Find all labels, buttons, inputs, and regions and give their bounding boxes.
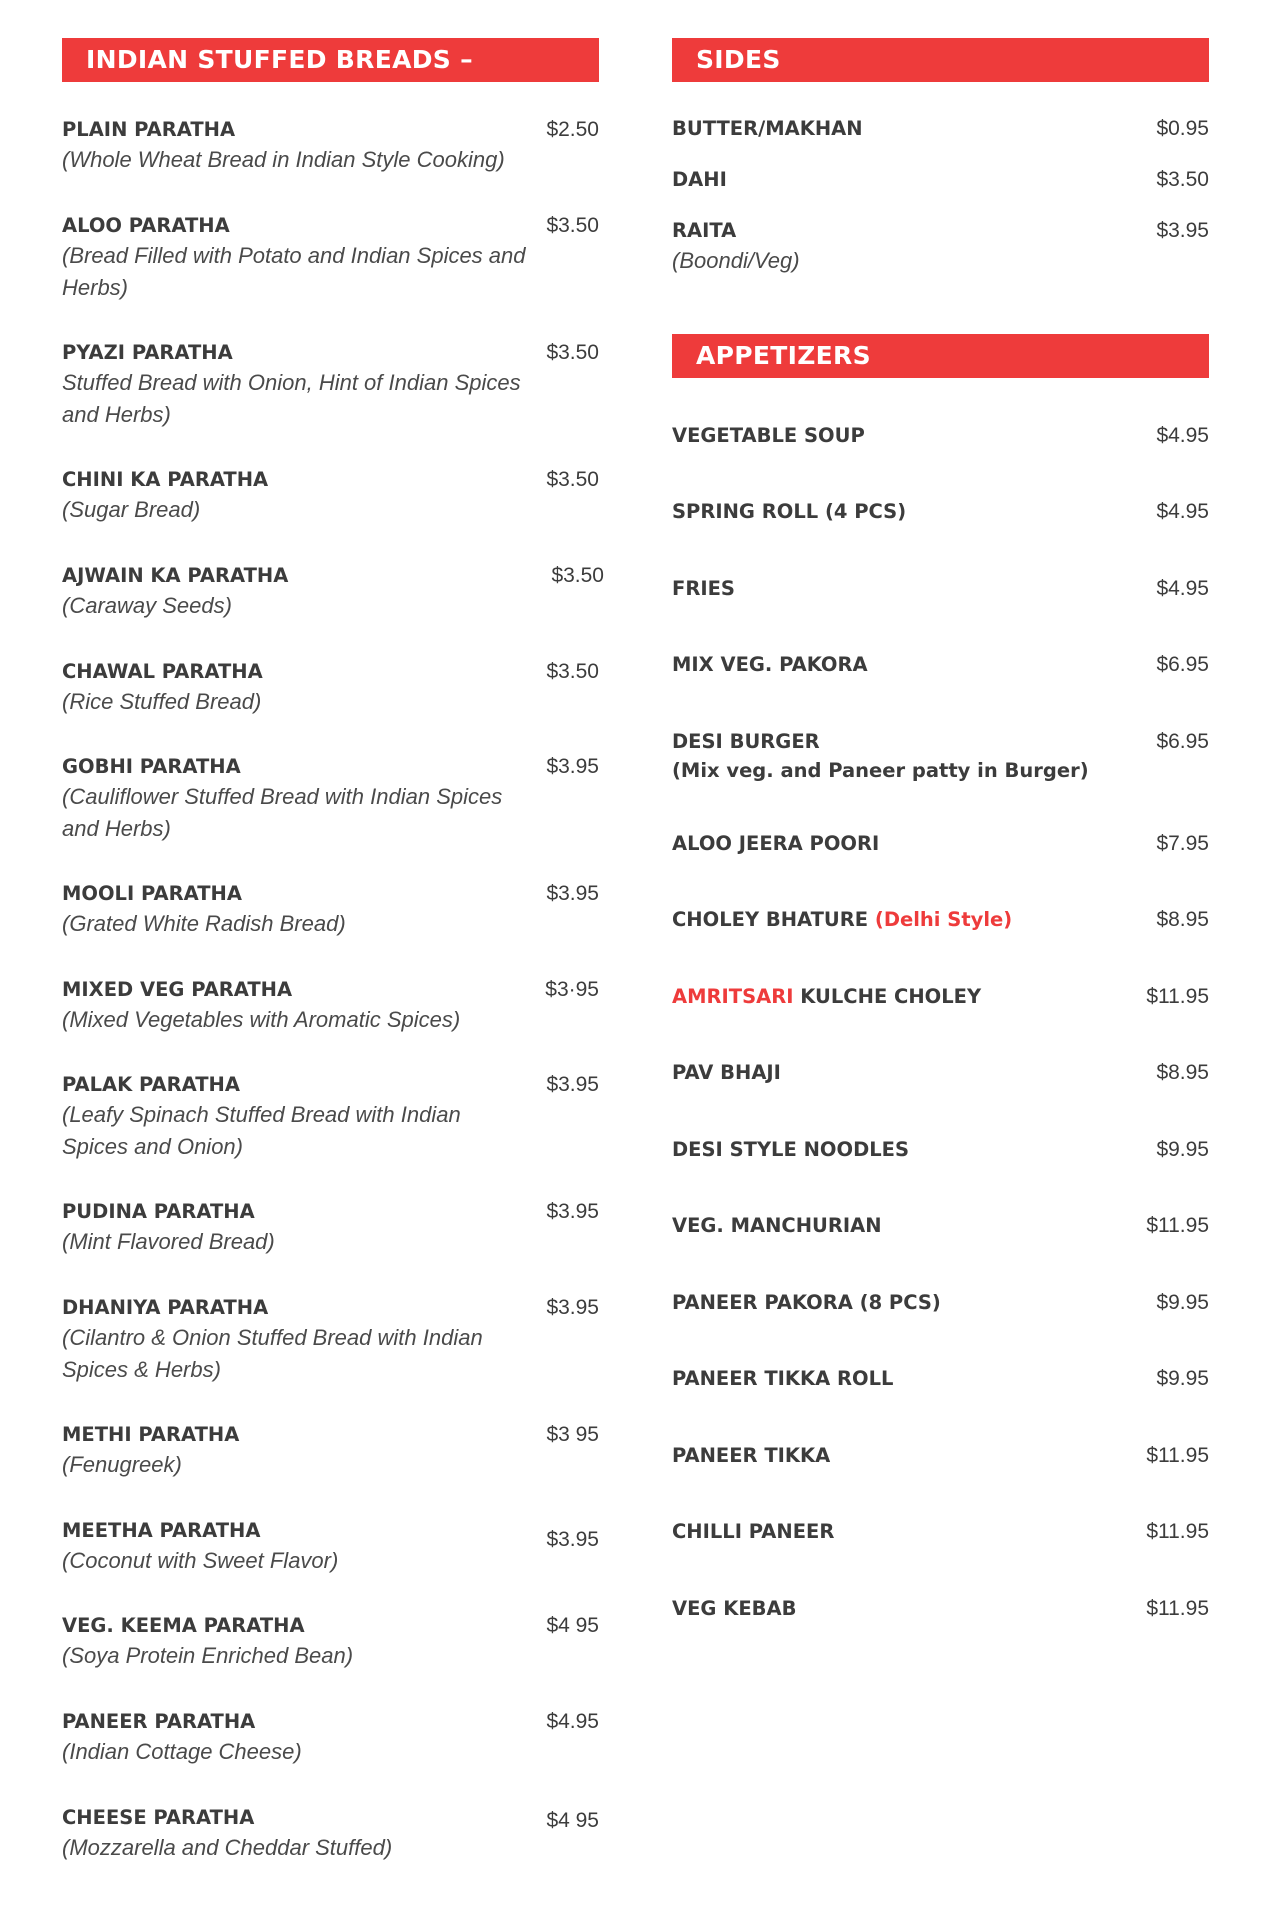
item-name: SPRING ROLL (4 PCS) xyxy=(672,500,907,523)
item-price: $3.50 xyxy=(551,564,604,587)
menu-item xyxy=(62,976,599,1036)
item-price: $4.95 xyxy=(546,1710,599,1733)
item-name: MEETHA PARATHA xyxy=(62,1519,261,1542)
menu-item xyxy=(672,575,1209,603)
item-price: $3.50 xyxy=(546,468,599,491)
item-name: CHAWAL PARATHA xyxy=(62,660,263,683)
item-name: VEG. MANCHURIAN xyxy=(672,1214,882,1237)
item-name: VEG. KEEMA PARATHA xyxy=(62,1614,305,1637)
item-price: $3·95 xyxy=(545,978,599,1001)
item-name: KULCHE CHOLEY xyxy=(800,985,982,1008)
item-price: $3.95 xyxy=(546,1296,599,1319)
item-name: PLAIN PARATHA xyxy=(62,118,236,141)
item-price: $4.95 xyxy=(1156,424,1209,447)
item-name: PYAZI PARATHA xyxy=(62,341,233,364)
menu-item xyxy=(62,1198,599,1258)
item-price: $11.95 xyxy=(1146,985,1209,1008)
item-name: PANEER PARATHA xyxy=(62,1710,256,1733)
sides-header: SIDES xyxy=(672,38,1209,82)
item-price: $11.95 xyxy=(1146,1444,1209,1467)
item-name: CHEESE PARATHA xyxy=(62,1806,255,1829)
item-name: PAV BHAJI xyxy=(672,1061,781,1084)
item-price: $11.95 xyxy=(1146,1597,1209,1620)
item-desc: (Sugar Bread) xyxy=(62,497,201,522)
item-name: CHILLI PANEER xyxy=(672,1520,835,1543)
item-desc: (Mozzarella and Cheddar Stuffed) xyxy=(62,1835,393,1860)
item-price: $3.95 xyxy=(1156,219,1209,242)
item-name: PANEER TIKKA xyxy=(672,1444,831,1467)
menu-item xyxy=(62,116,599,176)
menu-item xyxy=(672,1289,1209,1317)
menu-item xyxy=(672,1518,1209,1546)
item-price: $3.95 xyxy=(546,1528,599,1551)
item-name: ALOO PARATHA xyxy=(62,214,230,237)
menu-item xyxy=(62,1804,599,1864)
menu-item xyxy=(62,466,599,526)
menu-item xyxy=(62,339,599,431)
item-name: MIXED VEG PARATHA xyxy=(62,978,293,1001)
item-desc: (Whole Wheat Bread in Indian Style Cooking) xyxy=(62,147,505,172)
item-desc: (Coconut with Sweet Flavor) xyxy=(62,1548,339,1573)
item-name-line xyxy=(672,983,1209,1011)
menu-item xyxy=(672,983,1209,1011)
menu-item xyxy=(672,1365,1209,1393)
item-name: RAITA xyxy=(672,219,737,242)
menu-item xyxy=(672,1212,1209,1240)
item-name: PANEER PAKORA (8 PCS) xyxy=(672,1291,941,1314)
item-name: DESI BURGER xyxy=(672,730,820,753)
item-desc: Stuffed Bread with Onion, Hint of Indian Spices and Herbs) xyxy=(62,370,521,427)
menu-item xyxy=(62,1294,599,1386)
item-price: $2.50 xyxy=(546,118,599,141)
item-price: $11.95 xyxy=(1146,1520,1209,1543)
item-name: GOBHI PARATHA xyxy=(62,755,241,778)
item-name-line xyxy=(672,906,1209,934)
item-price: $9.95 xyxy=(1156,1367,1209,1390)
item-desc: (Indian Cottage Cheese) xyxy=(62,1739,302,1764)
item-name: AJWAIN KA PARATHA xyxy=(62,564,289,587)
item-price: $4.95 xyxy=(1156,577,1209,600)
item-prefix: AMRITSARI xyxy=(672,985,794,1008)
menu-item xyxy=(62,753,599,845)
menu-item xyxy=(672,651,1209,679)
menu-item xyxy=(672,1442,1209,1470)
item-price: $3.95 xyxy=(546,1073,599,1096)
item-name: CHOLEY BHATURE xyxy=(672,908,869,931)
item-price: $9.95 xyxy=(1156,1138,1209,1161)
item-price: $3.50 xyxy=(1156,168,1209,191)
menu-item xyxy=(672,1595,1209,1623)
menu-item xyxy=(62,1071,599,1163)
item-price: $4 95 xyxy=(546,1809,599,1832)
menu-item xyxy=(62,658,599,718)
item-desc: (Mixed Vegetables with Aromatic Spices) xyxy=(62,1007,461,1032)
item-price: $9.95 xyxy=(1156,1291,1209,1314)
item-desc: (Caraway Seeds) xyxy=(62,593,232,618)
item-price: $3.50 xyxy=(546,660,599,683)
menu-item xyxy=(62,1517,599,1577)
parathas-header: INDIAN STUFFED BREADS – PARATHAS xyxy=(62,38,599,82)
item-price: $11.95 xyxy=(1146,1214,1209,1237)
menu-item xyxy=(62,1612,599,1672)
item-desc: (Rice Stuffed Bread) xyxy=(62,689,262,714)
menu-item xyxy=(672,906,1209,934)
item-name: DESI STYLE NOODLES xyxy=(672,1138,910,1161)
menu-item xyxy=(62,212,599,304)
item-name: DAHI xyxy=(672,168,727,191)
menu-item xyxy=(62,1421,599,1481)
item-price: $8.95 xyxy=(1156,1061,1209,1084)
item-name: FRIES xyxy=(672,577,735,600)
item-desc: (Mix veg. and Paneer patty in Burger) xyxy=(672,759,1089,782)
item-name: PUDINA PARATHA xyxy=(62,1200,255,1223)
item-price: $3.95 xyxy=(546,755,599,778)
item-desc: (Grated White Radish Bread) xyxy=(62,911,346,936)
item-desc: (Mint Flavored Bread) xyxy=(62,1229,275,1254)
appetizers-header: APPETIZERS xyxy=(672,334,1209,378)
item-price: $3.50 xyxy=(546,214,599,237)
menu-item xyxy=(62,562,604,622)
item-price: $7.95 xyxy=(1156,832,1209,855)
item-price: $8.95 xyxy=(1156,908,1209,931)
item-name: VEG KEBAB xyxy=(672,1597,797,1620)
item-desc: (Boondi/Veg) xyxy=(672,248,800,273)
menu-item xyxy=(672,1059,1209,1087)
item-name: PALAK PARATHA xyxy=(62,1073,240,1096)
item-name: PANEER TIKKA ROLL xyxy=(672,1367,894,1390)
item-name: BUTTER/MAKHAN xyxy=(672,117,863,140)
item-price: $3.95 xyxy=(546,882,599,905)
menu-item xyxy=(672,115,1209,143)
item-desc: (Bread Filled with Potato and Indian Spices and Herbs) xyxy=(62,243,526,300)
menu-item xyxy=(672,217,1209,277)
menu-item xyxy=(672,498,1209,526)
item-price: $3 95 xyxy=(546,1423,599,1446)
item-price: $4 95 xyxy=(546,1614,599,1637)
item-name: ALOO JEERA POORI xyxy=(672,832,880,855)
item-price: $6.95 xyxy=(1156,730,1209,753)
item-name: CHINI KA PARATHA xyxy=(62,468,269,491)
menu-item xyxy=(62,1708,599,1768)
menu-item xyxy=(62,880,599,940)
item-price: $0.95 xyxy=(1156,117,1209,140)
item-desc: (Fenugreek) xyxy=(62,1452,182,1477)
item-price: $3.95 xyxy=(546,1200,599,1223)
item-price: $4.95 xyxy=(1156,500,1209,523)
menu-item xyxy=(672,728,1209,786)
menu-item xyxy=(672,166,1209,194)
item-price: $3.50 xyxy=(546,341,599,364)
menu-item xyxy=(672,422,1209,450)
item-desc: (Soya Protein Enriched Bean) xyxy=(62,1643,354,1668)
menu-item xyxy=(672,830,1209,858)
item-name: DHANIYA PARATHA xyxy=(62,1296,269,1319)
item-name: MOOLI PARATHA xyxy=(62,882,242,905)
item-name: MIX VEG. PAKORA xyxy=(672,653,868,676)
item-desc: (Leafy Spinach Stuffed Bread with Indian Spices and Onion) xyxy=(62,1102,461,1159)
menu-item xyxy=(672,1136,1209,1164)
item-name: VEGETABLE SOUP xyxy=(672,424,865,447)
item-name: METHI PARATHA xyxy=(62,1423,240,1446)
item-desc: (Cilantro & Onion Stuffed Bread with Indian Spices & Herbs) xyxy=(62,1325,483,1382)
item-price: $6.95 xyxy=(1156,653,1209,676)
item-desc: (Cauliflower Stuffed Bread with Indian Spices and Herbs) xyxy=(62,784,503,841)
item-note: (Delhi Style) xyxy=(874,908,1013,931)
